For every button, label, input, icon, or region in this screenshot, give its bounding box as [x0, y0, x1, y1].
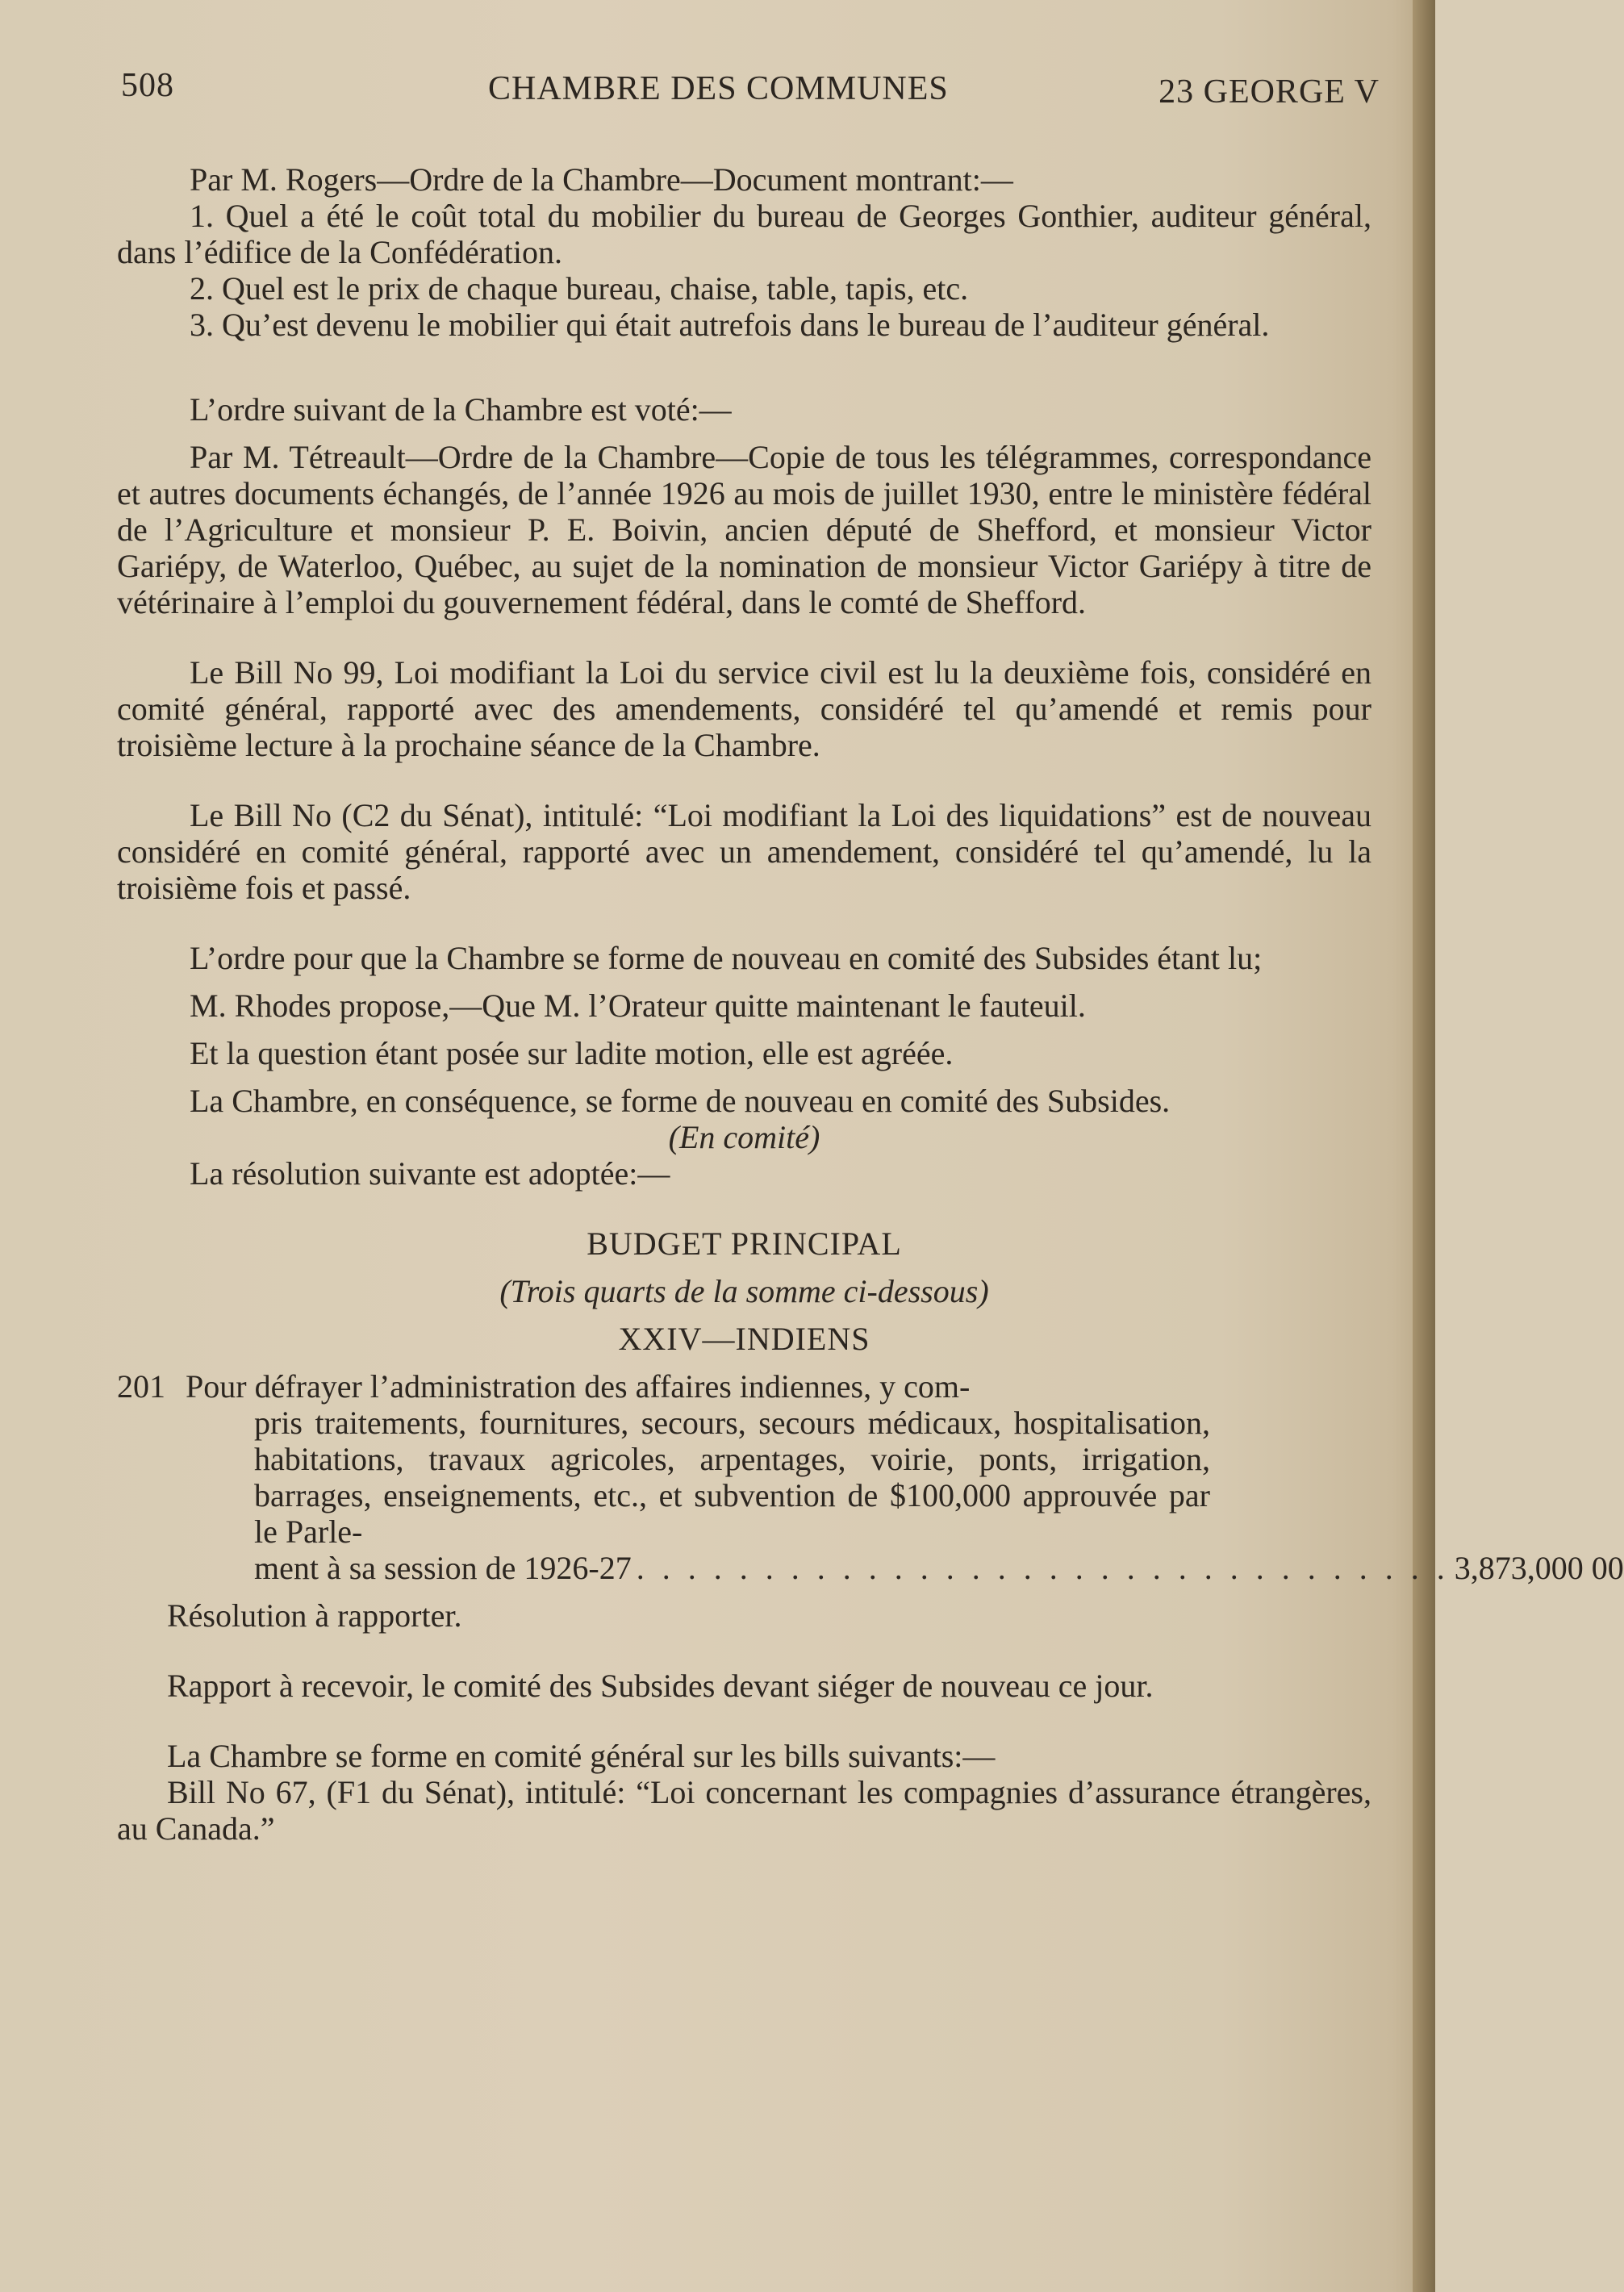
header-title: CHAMBRE DES COMMUNES: [488, 70, 949, 107]
rogers-question-3: 3. Qu’est devenu le mobilier qui était autrefois dans le bureau de l’auditeur général.: [190, 307, 1270, 343]
rogers-order-intro: Par M. Rogers—Ordre de la Chambre—Document montrant:—: [190, 161, 1013, 198]
bill-99-paragraph: Le Bill No 99, Loi modifiant la Loi du service civil est lu la deuxième fois, considéré en comité général, rapporté avec des amendements, considéré tel qu’amendé et remis pour troisième lecture à la prochaine séance de la Chambre.: [117, 654, 1371, 763]
vote-item-201: [117, 1368, 1624, 1586]
order-voted: L’ordre suivant de la Chambre est voté:—: [190, 391, 732, 428]
page-number: 508: [121, 67, 174, 104]
en-comite: (En comité): [668, 1119, 820, 1155]
vote-amount-line: [254, 1550, 1624, 1586]
bill-67-paragraph: Bill No 67, (F1 du Sénat), intitulé: “Loi concernant les compagnies d’assurance étrangères, au Canada.”: [117, 1774, 1371, 1847]
rhodes-motion: M. Rhodes propose,—Que M. l’Orateur quitte maintenant le fauteuil.: [190, 987, 1086, 1024]
leader-dots: . . . . . . . . . . . . . . . . . . . . . . . . . . . . . . . .: [636, 1550, 1450, 1586]
indiens-heading: XXIV—INDIENS: [618, 1321, 870, 1357]
vote-description-lead: Pour défrayer l’administration des affaires indiennes, y com-: [186, 1368, 971, 1405]
subsides-order: L’ordre pour que la Chambre se forme de nouveau en comité des Subsides étant lu;: [190, 940, 1263, 976]
budget-subheading: (Trois quarts de la somme ci-dessous): [499, 1273, 989, 1309]
rogers-question-1: 1. Quel a été le coût total du mobilier du bureau de Georges Gonthier, auditeur général, dans l’édifice de la Confédération.: [117, 198, 1371, 270]
vote-amount: 3,873,000 00: [1454, 1550, 1624, 1586]
question-agreed: Et la question étant posée sur ladite motion, elle est agréée.: [190, 1035, 954, 1071]
vote-number: 201: [117, 1368, 165, 1405]
bill-c2-paragraph: Le Bill No (C2 du Sénat), intitulé: “Loi modifiant la Loi des liquidations” est de nouveau considéré en comité général, rapporté avec un amendement, considéré tel qu’amendé, lu la troisième fois et passé.: [117, 797, 1371, 906]
report-to-receive: Rapport à recevoir, le comité des Subsides devant siéger de nouveau ce jour.: [167, 1668, 1154, 1704]
chambre-subsides: La Chambre, en conséquence, se forme de nouveau en comité des Subsides.: [190, 1083, 1171, 1119]
page-body: [117, 161, 1624, 1847]
header-reign: 23 GEORGE V: [1159, 73, 1380, 111]
vote-description-end: ment à sa session de 1926-27: [254, 1550, 632, 1586]
rogers-question-2: 2. Quel est le prix de chaque bureau, chaise, table, tapis, etc.: [190, 270, 969, 307]
tetreault-order: Par M. Tétreault—Ordre de la Chambre—Copie de tous les télégrammes, correspondance et autres documents échangés, de l’année 1926 au mois de juillet 1930, entre le ministère fédéral de l’Agriculture et monsieur P. E. Boivin, ancien député de Shefford, et monsieur Victor Gariépy, de Waterloo, Québec, au sujet de la nomination de monsieur Victor Gariépy à titre de vétérinaire à l’emploi du gouvernement fédéral, dans le comté de Shefford.: [117, 439, 1371, 620]
budget-heading: BUDGET PRINCIPAL: [587, 1225, 902, 1262]
resolution-adopted: La résolution suivante est adoptée:—: [190, 1155, 670, 1192]
chambre-comite-general: La Chambre se forme en comité général sur les bills suivants:—: [167, 1738, 996, 1774]
page-header: [121, 66, 1380, 115]
resolution-to-report: Résolution à rapporter.: [167, 1597, 462, 1634]
vote-description-body: pris traitements, fournitures, secours, secours médicaux, hospitalisation, habitations, travaux agricoles, arpentages, voirie, ponts, irrigation, barrages, enseignements, etc., et subvention de $100,000 approuvée par le Parle-: [254, 1405, 1210, 1550]
book-spine-edge: [1413, 0, 1435, 2292]
